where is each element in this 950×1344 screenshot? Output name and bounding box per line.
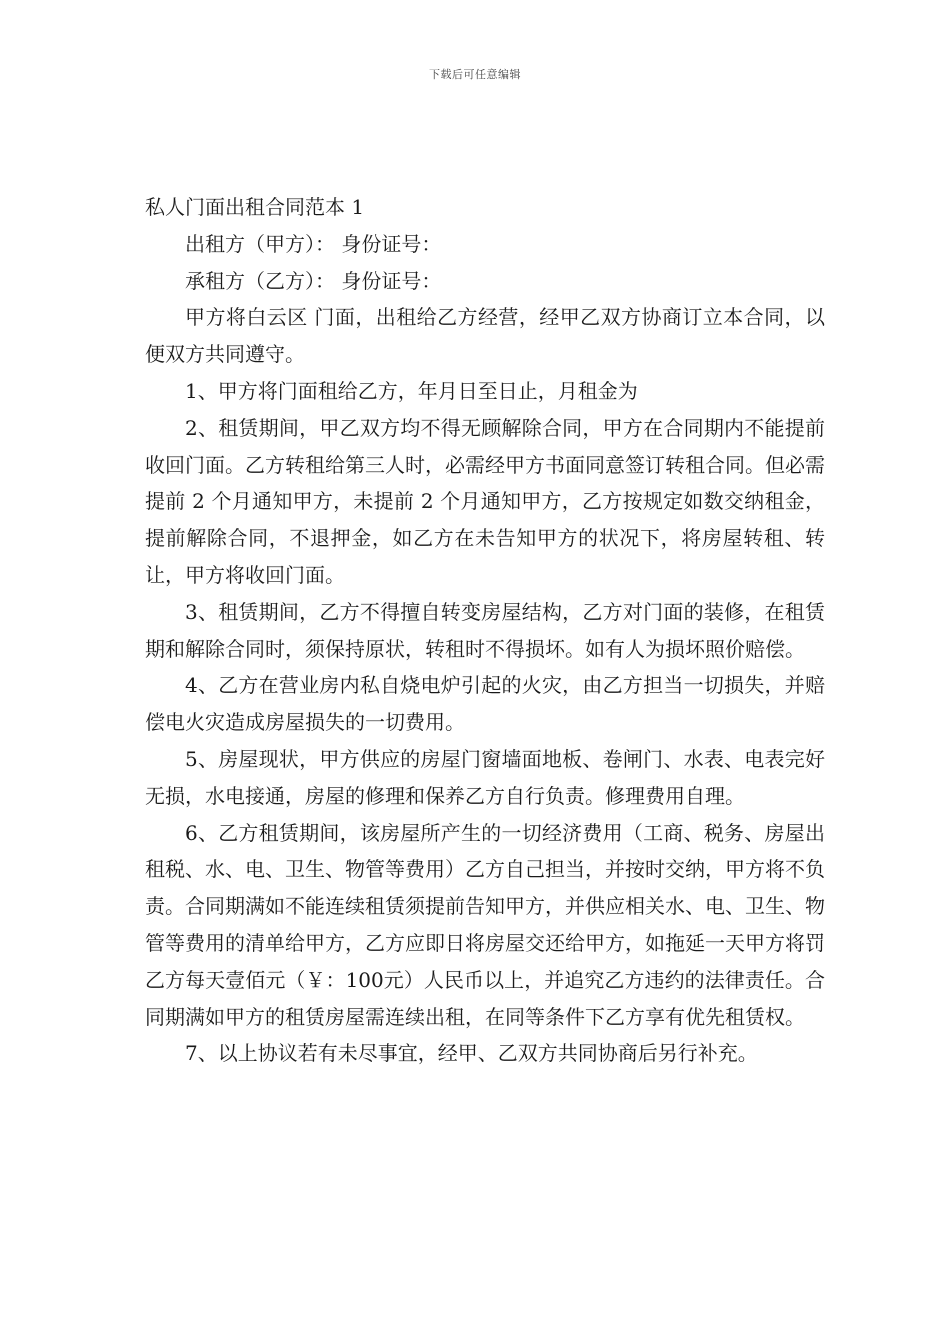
document-title: 私人门面出租合同范本 1 (145, 195, 365, 219)
clause-2: 2、租赁期间，甲乙双方均不得无顾解除合同，甲方在合同期内不能提前收回门面。乙方转租给第三人时，必需经甲方书面同意签订转租合同。但必需提前 2 个月通知甲方，未提前 2 个月通知甲方，乙方按规定如数交纳租金，提前解除合同，不退押金，如乙方在未告知甲方的状况下，将房屋转租、转让，甲方将收回门面。 (145, 415, 825, 587)
lessee-line: 承租方（乙方）： 身份证号： (185, 268, 442, 293)
clause-7: 7、以上协议若有未尽事宜，经甲、乙双方共同协商后另行补充。 (185, 1041, 758, 1066)
clause-6: 6、乙方租赁期间，该房屋所产生的一切经济费用（工商、税务、房屋出租税、水、电、卫生、物管等费用）乙方自己担当，并按时交纳，甲方将不负责。合同期满如不能连续租赁须提前告知甲方，并供应相关水、电、卫生、物管等费用的清单给甲方，乙方应即日将房屋交还给甲方，如拖延一天甲方将罚乙方每天壹佰元（￥：100元）人民币以上，并追究乙方违约的法律责任。合同期满如甲方的租赁房屋需连续出租，在同等条件下乙方享有优先租赁权。 (145, 820, 825, 1029)
clause-5: 5、房屋现状，甲方供应的房屋门窗墙面地板、卷闸门、水表、电表完好无损，水电接通，房屋的修理和保养乙方自行负责。修理费用自理。 (145, 746, 825, 808)
clause-3: 3、租赁期间，乙方不得擅自转变房屋结构，乙方对门面的装修，在租赁期和解除合同时，须保持原状，转租时不得损坏。如有人为损坏照价赔偿。 (145, 599, 825, 661)
document-body (145, 189, 825, 1072)
header-note: 下载后可任意编辑 (429, 68, 521, 81)
lessor-line: 出租方（甲方）： 身份证号： (185, 231, 442, 256)
clause-1: 1、甲方将门面租给乙方，年月日至日止，月租金为 (185, 378, 638, 403)
preamble-paragraph: 甲方将白云区 门面，出租给乙方经营，经甲乙双方协商订立本合同，以便双方共同遵守。 (145, 305, 825, 367)
clause-4: 4、乙方在营业房内私自烧电炉引起的火灾，由乙方担当一切损失，并赔偿电火灾造成房屋损失的一切费用。 (145, 673, 825, 735)
